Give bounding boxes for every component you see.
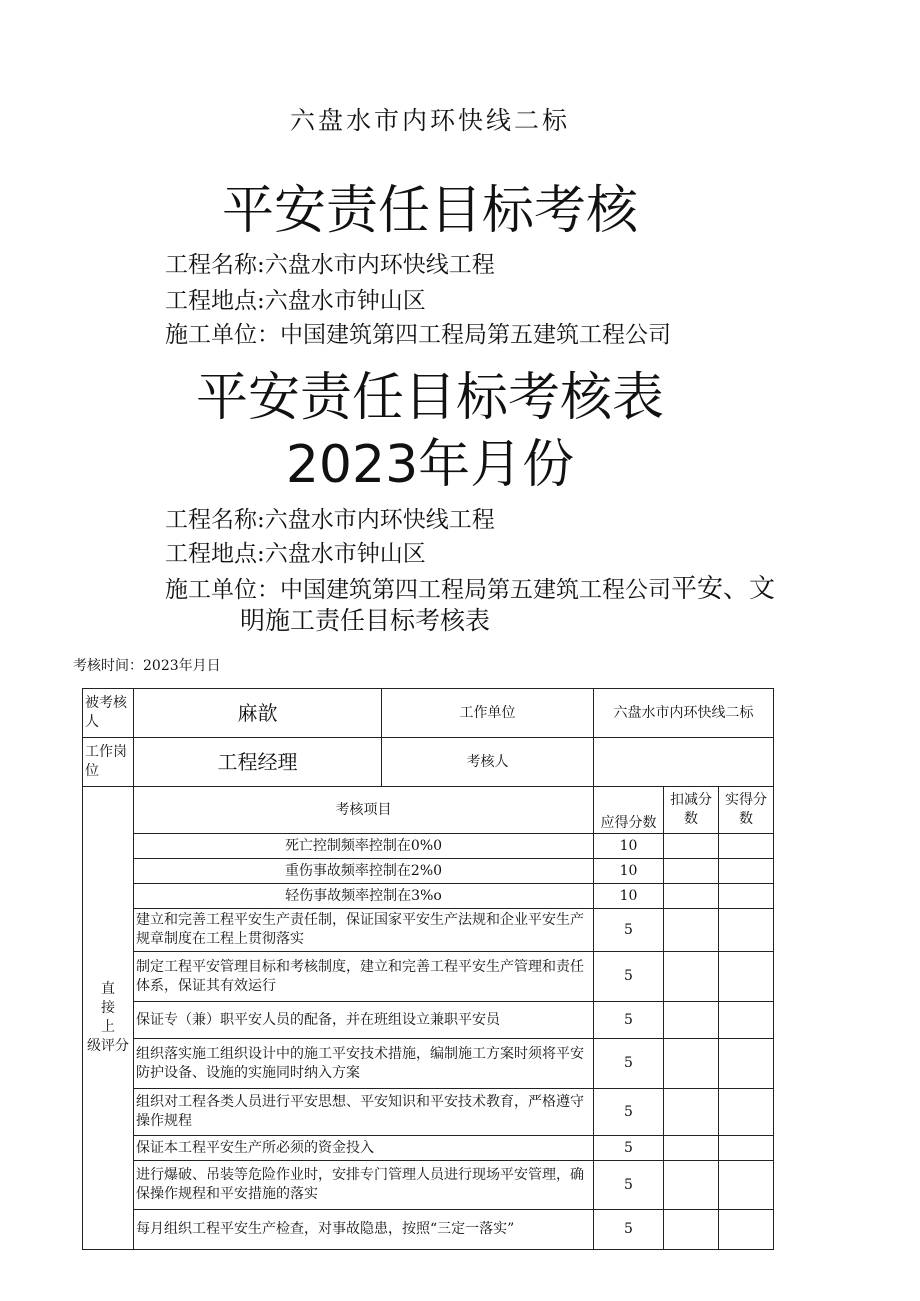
post-row xyxy=(83,738,774,787)
row-score: 10 xyxy=(594,834,664,859)
row-actual xyxy=(719,834,774,859)
row-item: 死亡控制频率控制在0%0 xyxy=(134,834,594,859)
contractor-line: 施工单位：中国建筑第四工程局第五建筑工程公司 xyxy=(165,322,671,348)
examinee-value: 麻歆 xyxy=(134,689,382,738)
row-deduct xyxy=(664,859,719,884)
row-deduct xyxy=(664,834,719,859)
header-row xyxy=(83,787,774,834)
table-row xyxy=(83,859,774,884)
row-deduct xyxy=(664,909,719,952)
assessment-table xyxy=(82,688,774,1250)
row-score: 5 xyxy=(594,909,664,952)
row-deduct xyxy=(664,1002,719,1039)
row-deduct xyxy=(664,1161,719,1210)
due-header: 应得分数 xyxy=(594,787,664,834)
project-name-line-2: 工程名称:六盘水市内环快线工程 xyxy=(165,507,495,533)
row-actual xyxy=(719,952,774,1002)
table-row xyxy=(83,1039,774,1089)
project-location-line: 工程地点:六盘水市钟山区 xyxy=(165,288,426,314)
table-row xyxy=(83,952,774,1002)
row-actual xyxy=(719,884,774,909)
document-subtitle: 六盘水市内环快线二标 xyxy=(289,106,570,135)
examinee-label: 被考核人 xyxy=(83,689,134,738)
examinee-row xyxy=(83,689,774,738)
section-label xyxy=(83,787,134,1250)
row-score: 5 xyxy=(594,1002,664,1039)
unit-value: 六盘水市内环快线二标 xyxy=(594,689,774,738)
table-title: 平安责任目标考核表 xyxy=(195,368,664,428)
assessor-label: 考核人 xyxy=(382,738,594,787)
row-item: 建立和完善工程平安生产责任制，保证国家平安生产法规和企业平安生产规章制度在工程上贯彻落实 xyxy=(134,909,594,952)
row-actual xyxy=(719,1210,774,1250)
item-header: 考核项目 xyxy=(134,787,594,834)
row-actual xyxy=(719,1089,774,1136)
row-score: 10 xyxy=(594,859,664,884)
row-item: 重伤事故频率控制在2%0 xyxy=(134,859,594,884)
table-row xyxy=(83,1002,774,1039)
table-row xyxy=(83,1136,774,1161)
row-deduct xyxy=(664,1089,719,1136)
section-char-2: 接 xyxy=(101,1000,115,1016)
row-deduct xyxy=(664,884,719,909)
assess-time: 考核时间：2023年月日 xyxy=(73,658,221,674)
contractor-text: 施工单位：中国建筑第四工程局第五建筑工程公司 xyxy=(165,577,671,603)
row-score: 5 xyxy=(594,1161,664,1210)
table-row xyxy=(83,1089,774,1136)
post-label: 工作岗位 xyxy=(83,738,134,787)
assessor-value xyxy=(594,738,774,787)
table-row xyxy=(83,884,774,909)
table-row xyxy=(83,909,774,952)
row-item: 组织对工程各类人员进行平安思想、平安知识和平安技术教育，严格遵守操作规程 xyxy=(134,1089,594,1136)
row-item: 每月组织工程平安生产检查，对事故隐患，按照“三定一落实” xyxy=(134,1210,594,1250)
section-char-1: 直 xyxy=(101,981,115,997)
section-char-3: 上 xyxy=(101,1019,115,1035)
row-actual xyxy=(719,859,774,884)
row-deduct xyxy=(664,1039,719,1089)
row-actual xyxy=(719,1039,774,1089)
row-score: 5 xyxy=(594,1210,664,1250)
project-name-line: 工程名称:六盘水市内环快线工程 xyxy=(165,252,495,278)
contractor-line-2 xyxy=(165,568,775,605)
contractor-continuation: 明施工责任目标考核表 xyxy=(240,606,491,635)
row-item: 保证专（兼）职平安人员的配备，并在班组设立兼职平安员 xyxy=(134,1002,594,1039)
row-actual xyxy=(719,1161,774,1210)
row-actual xyxy=(719,909,774,952)
actual-header: 实得分数 xyxy=(719,787,774,834)
contractor-tail: 平安、文 xyxy=(671,574,776,604)
post-value: 工程经理 xyxy=(134,738,382,787)
month-title: 2023年月份 xyxy=(285,435,575,495)
row-actual xyxy=(719,1002,774,1039)
row-deduct xyxy=(664,1210,719,1250)
table-row xyxy=(83,834,774,859)
table-row xyxy=(83,1210,774,1250)
deduct-header: 扣减分数 xyxy=(664,787,719,834)
main-title: 平安责任目标考核 xyxy=(221,181,638,241)
row-actual xyxy=(719,1136,774,1161)
row-item: 进行爆破、吊装等危险作业时，安排专门管理人员进行现场平安管理，确保操作规程和平安措施的落实 xyxy=(134,1161,594,1210)
row-deduct xyxy=(664,952,719,1002)
row-score: 5 xyxy=(594,1089,664,1136)
row-score: 5 xyxy=(594,952,664,1002)
row-score: 5 xyxy=(594,1039,664,1089)
section-char-4: 级评分 xyxy=(87,1038,129,1054)
unit-label: 工作单位 xyxy=(382,689,594,738)
row-score: 10 xyxy=(594,884,664,909)
row-score: 5 xyxy=(594,1136,664,1161)
row-item: 组织落实施工组织设计中的施工平安技术措施，编制施工方案时须将平安防护设备、设施的实施同时纳入方案 xyxy=(134,1039,594,1089)
project-location-line-2: 工程地点:六盘水市钟山区 xyxy=(165,541,426,567)
row-deduct xyxy=(664,1136,719,1161)
row-item: 制定工程平安管理目标和考核制度，建立和完善工程平安生产管理和责任体系，保证其有效运行 xyxy=(134,952,594,1002)
table-row xyxy=(83,1161,774,1210)
row-item: 保证本工程平安生产所必须的资金投入 xyxy=(134,1136,594,1161)
row-item: 轻伤事故频率控制在3%o xyxy=(134,884,594,909)
